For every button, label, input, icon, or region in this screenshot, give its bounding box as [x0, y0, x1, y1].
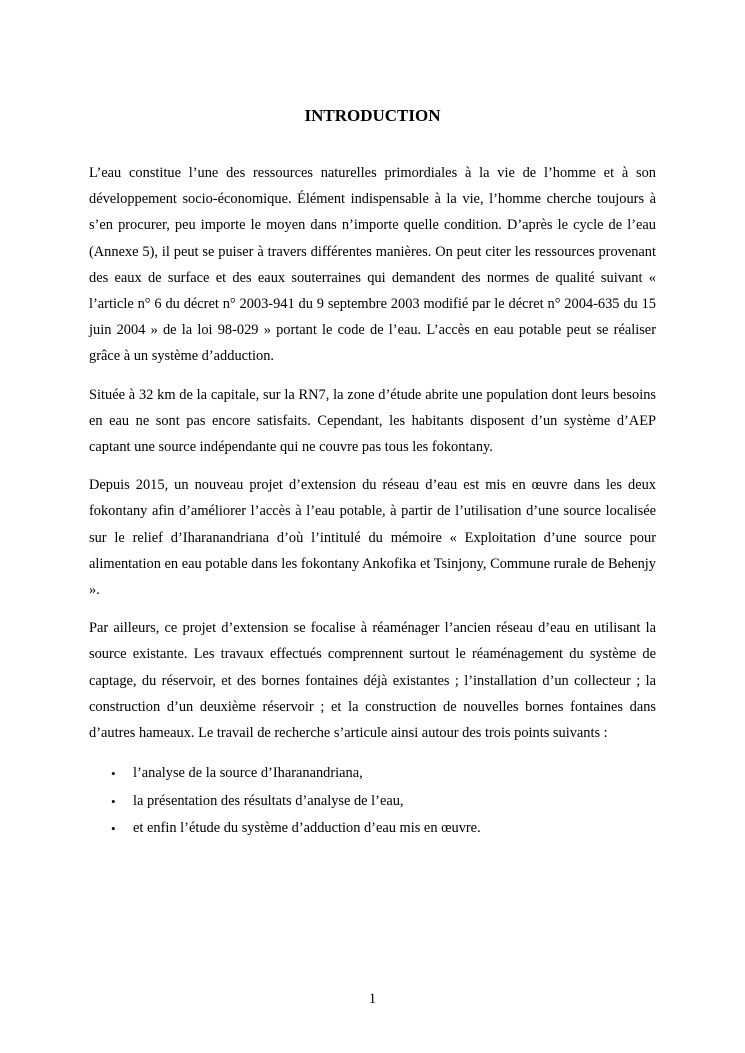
- list-item: [89, 815, 656, 843]
- bullet-icon: •: [111, 821, 116, 837]
- bullet-list: [89, 760, 656, 843]
- bullet-icon: •: [111, 766, 116, 782]
- paragraph-4: Par ailleurs, ce projet d’extension se focalise à réaménager l’ancien réseau d’eau en utilisant la source existante. Les travaux effectués comprennent surtout le réaménagement du système de captage, du réservoir, et des bornes fontaines déjà existantes ; l’installation d’un collecteur ; la construction d’un deuxième réservoir ; et la construction de nouvelles bornes fontaines dans d’autres hameaux. Le travail de recherche s’articule ainsi autour des trois points suivants :: [89, 620, 656, 742]
- list-item-text: l’analyse de la source d’Iharanandriana,: [133, 765, 363, 782]
- bullet-icon: •: [111, 793, 116, 809]
- list-item-text: la présentation des résultats d’analyse de l’eau,: [133, 792, 404, 809]
- paragraph-1: L’eau constitue l’une des ressources naturelles primordiales à la vie de l’homme et à son développement socio-économique. Élément indispensable à la vie, l’homme cherche toujours à s’en procurer, peu importe le moyen dans n’importe quelle condition. D’après le cycle de l’eau (Annexe 5), il peut se puiser à travers différentes manières. On peut citer les ressources provenant des eaux de surface et des eaux souterraines qui demandent des normes de qualité suivant « l’article n° 6 du décret n° 2003-941 du 9 septembre 2003 modifié par le décret n° 2004-635 du 15 juin 2004 » de la loi 98-029 » portant le code de l’eau. L’accès en eau potable peut se réaliser grâce à un système d’adduction.: [89, 165, 656, 365]
- list-item: [89, 788, 656, 816]
- paragraph-2: Située à 32 km de la capitale, sur la RN7, la zone d’étude abrite une population dont leurs besoins en eau ne sont pas encore satisfaits. Cependant, les habitants disposent d’un système d’AEP captant une source indépendante qui ne couvre pas tous les fokontany.: [89, 386, 656, 456]
- page-number: 1: [368, 991, 377, 1007]
- list-item-text: et enfin l’étude du système d’adduction d’eau mis en œuvre.: [133, 820, 481, 837]
- body-text: [89, 160, 656, 843]
- list-item: [89, 760, 656, 788]
- paragraph-3: Depuis 2015, un nouveau projet d’extension du réseau d’eau est mis en œuvre dans les deux fokontany afin d’améliorer l’accès à l’eau potable, à partir de l’utilisation d’une source localisée sur le relief d’Iharanandriana d’où l’intitulé du mémoire « Exploitation d’une source pour alimentation en eau potable dans les fokontany Ankofika et Tsinjony, Commune rurale de Behenjy ».: [89, 477, 656, 599]
- page-title: INTRODUCTION: [304, 106, 441, 125]
